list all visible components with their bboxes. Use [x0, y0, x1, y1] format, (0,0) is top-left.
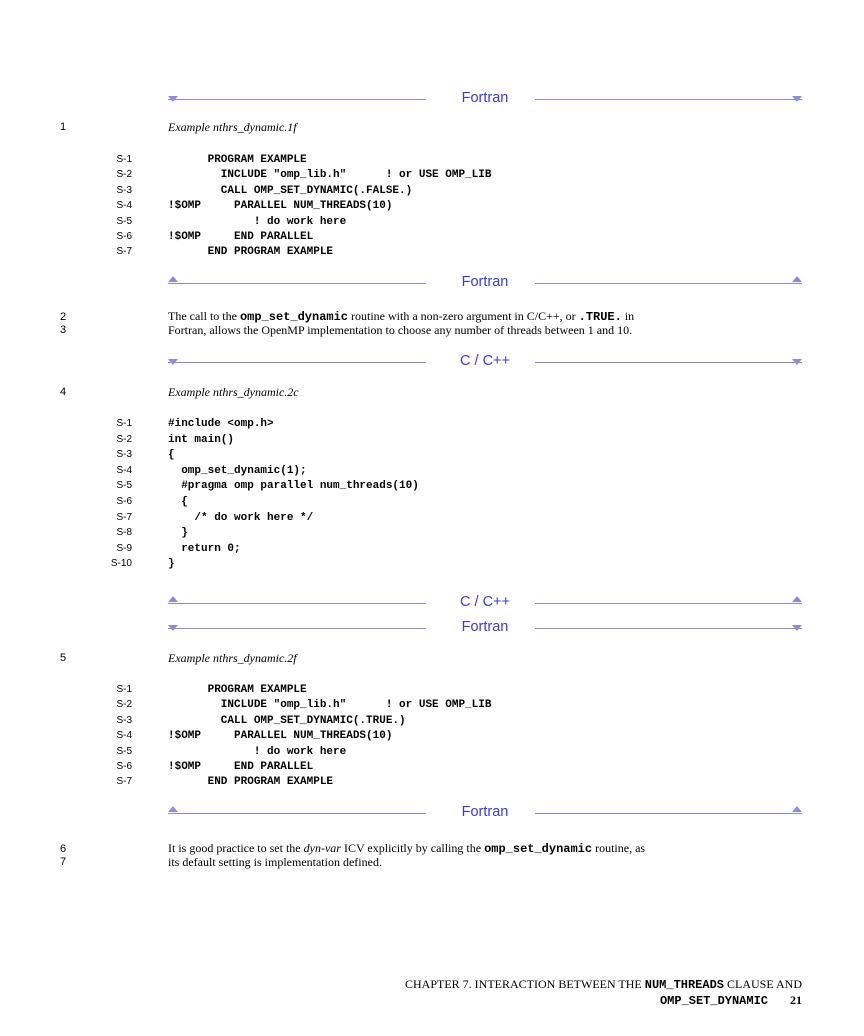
ccpp-begin-bar [168, 355, 802, 371]
code-term: omp_set_dynamic [484, 842, 593, 856]
line-number: 6 [60, 843, 67, 855]
code-line: !$OMP PARALLEL NUM_THREADS(10) [168, 730, 393, 743]
paragraph-line: It is good practice to set the dyn-var ICV explicitly by calling the omp_set_dynamic routine, as [168, 841, 646, 856]
fortran-end-bar [168, 806, 802, 822]
example-caption: Example nthrs_dynamic.1f [168, 120, 297, 134]
code-line-number: S-3 [116, 714, 132, 726]
code-line: { [168, 496, 188, 508]
paragraph-line: Fortran, allows the OpenMP implementation to choose any number of threads between 1 and 10. [168, 323, 633, 337]
code-line: int main() [168, 433, 235, 446]
code-line-number: S-7 [116, 776, 132, 788]
code-line: { [168, 449, 175, 462]
line-number: 3 [60, 324, 67, 336]
ccpp-end-bar [168, 596, 802, 612]
code-line-number: S-2 [116, 169, 132, 181]
paragraph-1 [168, 310, 800, 337]
fortran-begin-bar [168, 621, 802, 637]
code-line: #include <omp.h> [168, 418, 274, 430]
code-term: NUM_THREADS [644, 978, 724, 992]
fortran-end-bar [168, 276, 802, 292]
code-line-number: S-4 [116, 200, 132, 212]
code-term: .TRUE. [578, 310, 622, 324]
code-line: } [168, 558, 175, 571]
code-line: ! do work here [168, 745, 347, 758]
code-line: ! do work here [168, 215, 347, 228]
code-line: omp_set_dynamic(1); [168, 464, 307, 477]
footer-chapter: CHAPTER 7. INTERACTION BETWEEN THE NUM_THREADS CLAUSE AND [405, 977, 802, 992]
fortran-label: Fortran [461, 90, 509, 106]
fortran-label: Fortran [461, 274, 509, 290]
paragraph-line: The call to the omp_set_dynamic routine with a non-zero argument in C/C++, or .TRUE. in [168, 309, 635, 324]
code-line-number: S-1 [116, 154, 132, 165]
code-line: } [168, 527, 188, 540]
code-line: INCLUDE "omp_lib.h" ! or USE OMP_LIB [168, 169, 492, 182]
code-line-number: S-8 [116, 527, 132, 539]
page-number: 21 [790, 993, 802, 1007]
code-line-number: S-5 [116, 745, 132, 757]
code-line-number: S-6 [116, 231, 132, 242]
example-caption: Example nthrs_dynamic.2c [168, 385, 299, 399]
line-number: 2 [60, 311, 67, 323]
code-line-number: S-9 [116, 542, 132, 554]
code-line: END PROGRAM EXAMPLE [168, 246, 334, 259]
code-line: PROGRAM EXAMPLE [168, 684, 307, 696]
paragraph-2 [168, 842, 800, 869]
code-line: CALL OMP_SET_DYNAMIC(.TRUE.) [168, 714, 406, 727]
example-caption: Example nthrs_dynamic.2f [168, 651, 297, 665]
code-line-number: S-4 [116, 464, 132, 476]
code-line-number: S-3 [116, 449, 132, 461]
page-footer [405, 977, 802, 1008]
code-line-number: S-7 [116, 511, 132, 523]
code-line-number: S-5 [116, 215, 132, 227]
line-number: 4 [60, 386, 67, 398]
code-line: !$OMP END PARALLEL [168, 231, 314, 243]
code-line: !$OMP END PARALLEL [168, 761, 314, 773]
code-line-number: S-5 [116, 480, 132, 492]
fortran-begin-bar [168, 92, 802, 108]
code-line: END PROGRAM EXAMPLE [168, 776, 334, 789]
paragraph-line: its default setting is implementation defined. [168, 855, 382, 869]
code-line-number: S-2 [116, 433, 132, 445]
code-line: /* do work here */ [168, 511, 314, 524]
code-line: CALL OMP_SET_DYNAMIC(.FALSE.) [168, 184, 413, 197]
code-line-number: S-4 [116, 730, 132, 742]
line-number: 1 [60, 121, 67, 133]
fortran-label: Fortran [461, 804, 509, 820]
code-term: omp_set_dynamic [239, 310, 349, 324]
icv-term: dyn-var [303, 841, 341, 855]
code-line-number: S-3 [116, 184, 132, 196]
code-line: return 0; [168, 542, 241, 555]
code-line-number: S-7 [116, 246, 132, 258]
code-line-number: S-10 [110, 558, 132, 570]
line-number: 7 [60, 856, 67, 868]
ccpp-label: C / C++ [460, 594, 510, 610]
code-line: !$OMP PARALLEL NUM_THREADS(10) [168, 200, 393, 213]
code-line-number: S-2 [116, 699, 132, 711]
code-line: #pragma omp parallel num_threads(10) [168, 480, 419, 493]
code-line-number: S-6 [116, 496, 132, 507]
code-line-number: S-6 [116, 761, 132, 772]
code-line-number: S-1 [116, 418, 132, 429]
code-line: PROGRAM EXAMPLE [168, 154, 307, 166]
ccpp-label: C / C++ [460, 353, 510, 369]
code-line-number: S-1 [116, 684, 132, 695]
footer-line-2 [405, 993, 802, 1008]
code-line: INCLUDE "omp_lib.h" ! or USE OMP_LIB [168, 699, 492, 712]
code-term: OMP_SET_DYNAMIC [659, 994, 768, 1008]
line-number: 5 [60, 652, 67, 664]
fortran-label: Fortran [461, 619, 509, 635]
